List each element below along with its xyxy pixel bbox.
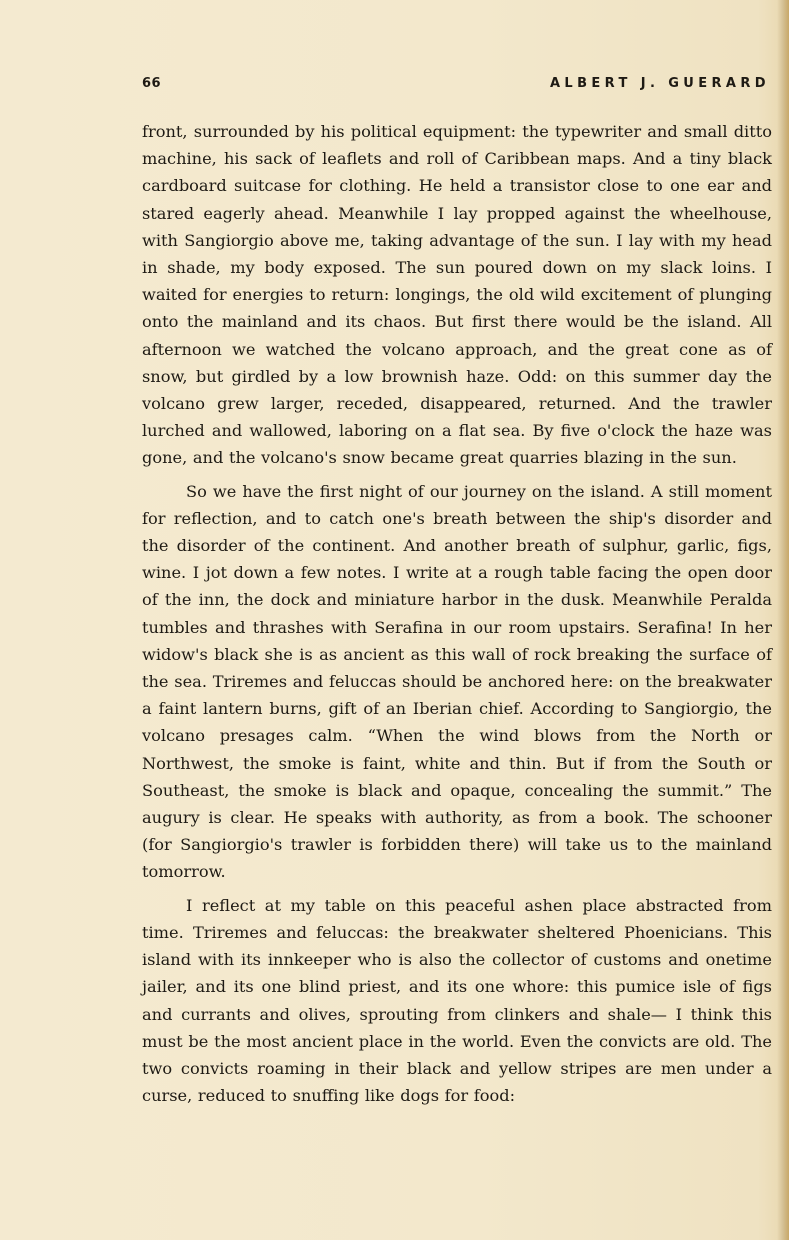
page-edge bbox=[777, 0, 789, 1240]
paragraph: front, surrounded by his political equipment: the typewriter and small ditto machine, his sack of leaflets and roll of Caribbean maps. And a tiny black cardboard suitcase for clothing. He held a transistor close to one ear and stared eagerly ahead. Meanwhile I lay propped against the wheelhouse, with Sangiorgio above me, taking advantage of the sun. I lay with my head in shade, my body exposed. The sun poured down on my slack loins. I waited for energies to return: longings, the old wild excitement of plunging onto the mainland and its chaos. But first there would be the island. All afternoon we watched the volcano approach, and the great cone as of snow, but girdled by a low brownish haze. Odd: on this summer day the volcano grew larger, receded, disappeared, returned. And the trawler lurched and wallowed, laboring on a flat sea. By five o'clock the haze was gone, and the volcano's snow became great quarries blazing in the sun. bbox=[142, 122, 772, 468]
paragraph: So we have the first night of our journey on the island. A still moment for reflection, and to catch one's breath between the ship's disorder and the disorder of the continent. And another breath of sulphur, garlic, figs, wine. I jot down a few notes. I write at a rough table facing the open door of the inn, the dock and miniature harbor in the dusk. Meanwhile Peralda tumbles and thrashes with Serafina in our room upstairs. Serafina! In her widow's black she is as ancient as this wall of rock breaking the surface of the sea. Triremes and feluccas should be anchored here: on the breakwater a faint lantern burns, gift of an Iberian chief. According to Sangiorgio, the volcano presages calm. “When the wind blows from the North or Northwest, the smoke is faint, white and thin. But if from the South or Southeast, the smoke is black and opaque, concealing the summit.” The augury is clear. He speaks with authority, as from a book. The schooner (for Sangiorgio's trawler is forbidden there) will take us to the mainland tomorrow. bbox=[142, 481, 772, 882]
body-text bbox=[142, 118, 772, 1109]
page-number: 66 bbox=[142, 76, 162, 91]
paragraph: I reflect at my table on this peaceful ashen place abstracted from time. Triremes and feluccas: the breakwater sheltered Phoenicians. This island with its innkeeper who is also the collector of customs and onetime jailer, and its one blind priest, and its one whore: this pumice isle of figs and currants and olives, sprouting from clinkers and shale— I think this must be the most ancient place in the world. Even the convicts are old. The two convicts roaming in their black and yellow stripes are men under a curse, reduced to snuffing like dogs for food: bbox=[142, 895, 772, 1106]
page-header bbox=[142, 76, 770, 98]
running-head-author: ALBERT J. GUERARD bbox=[549, 76, 770, 91]
